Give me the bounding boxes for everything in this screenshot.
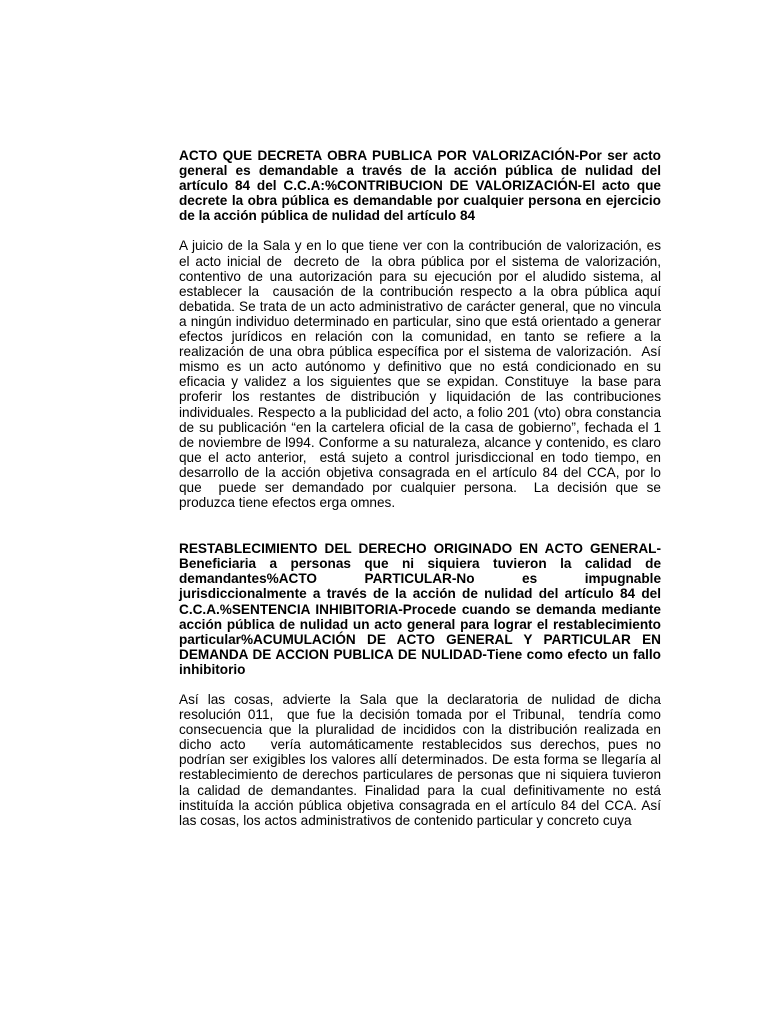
section-1-heading: ACTO QUE DECRETA OBRA PUBLICA POR VALORIZACIÓN-Por ser acto general es demandable a través de la acción pública de nulidad del artículo 84 del C.C.A:%CONTRIBUCION DE VALORIZACIÓN-El acto que decrete la obra pública es demandable por cualquier persona en ejercicio de la acción pública de nulidad del artículo 84 — [179, 148, 665, 224]
spacer — [179, 510, 661, 541]
section-2-heading: RESTABLECIMIENTO DEL DERECHO ORIGINADO EN ACTO GENERAL-Beneficiaria a personas que ni siquiera tuvieron la calidad de demandantes%ACTO PARTICULAR-No es impugnable jurisdiccionalmente a través de la acción de nulidad del artículo 84 del C.C.A.%SENTENCIA INHIBITORIA-Procede cuando se demanda mediante acción pública de nulidad un acto general para lograr el restablecimiento particular%ACUMULACIÓN DE ACTO GENERAL Y PARTICULAR EN DEMANDA DE ACCION PUBLICA DE NULIDAD-Tiene como efecto un fallo inhibitorio — [179, 541, 665, 677]
section-2-body: Así las cosas, advierte la Sala que la declaratoria de nulidad de dicha resolución 011, que fue la decisión tomada por el Tribunal, tendría como consecuencia que la pluralidad de incididos con la distribución realizada en dicho acto vería automáticamente restablecidos sus derechos, pues no podrían ser exigibles los valores allí determinados. De esta forma se llegaría al restablecimiento de derechos particulares de personas que ni siquiera tuvieron la calidad de demandantes. Finalidad para la cual definitivamente no está instituída la acción pública objetiva consagrada en el artículo 84 del CCA. Así las cosas, los actos administrativos de contenido particular y concreto cuya — [179, 692, 665, 828]
document-page — [179, 148, 669, 828]
spacer — [179, 677, 661, 692]
section-1-body: A juicio de la Sala y en lo que tiene ver con la contribución de valorización, es el acto inicial de decreto de la obra pública por el sistema de valorización, contentivo de una autorización para su ejecución por el aludido sistema, al establecer la causación de la contribución respecto a la obra pública aquí debatida. Se trata de un acto administrativo de carácter general, que no vincula a ningún individuo determinado en particular, sino que está orientado a generar efectos jurídicos en relación con la comunidad, en tanto se refiere a la realización de una obra pública específica por el sistema de valorización. Así mismo es un acto autónomo y definitivo que no está condicionado en su eficacia y validez a los siguientes que se expidan. Constituye la base para proferir los restantes de distribución y liquidación de las contribuciones individuales. Respecto a la publicidad del acto, a folio 201 (vto) obra constancia de su publicación “en la cartelera oficial de la casa de gobierno”, fechada el 1 de noviembre de l994. Conforme a su naturaleza, alcance y contenido, es claro que el acto anterior, está sujeto a control jurisdiccional en todo tiempo, en desarrollo de la acción objetiva consagrada en el artículo 84 del CCA, por lo que puede ser demandado por cualquier persona. La decisión que se produzca tiene efectos erga omnes. — [179, 238, 669, 511]
spacer — [179, 223, 661, 238]
